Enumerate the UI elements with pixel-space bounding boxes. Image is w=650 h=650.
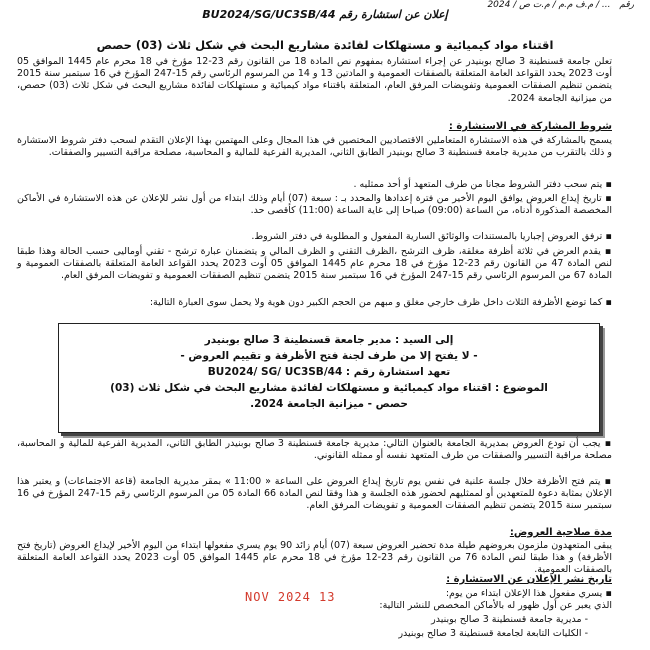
- envelope-subject-cont: حصص - ميزانية الجامعة 2024.: [250, 398, 408, 410]
- condition-bullet: ▪ يتم سحب دفتر الشروط مجانا من طرف المتعهد أو أحد ممثليه .: [17, 179, 612, 191]
- condition-bullet: ▪ كما توضع الأظرفة الثلاث داخل ظرف خارجي مغلق و مبهم من الحجم الكبير دون هوية ولا يحمل سوى العبارة التالية:: [17, 297, 612, 309]
- condition-bullet: ▪ ترفق العروض إجباريا بالمستندات والوثائق السارية المفعول و المطلوبة في دفتر الشروط.: [17, 231, 612, 243]
- intro-paragraph: تعلن جامعة قسنطينة 3 صالح بوبنيدر عن إجراء استشارة بمفهوم نص المادة 18 من القانون رقم 23-12 مؤرخ في 18 محرم عام 1445 الموافق 05 أوت 2023 يحدد القواعد العامة المتعلقة بالصفقات العمومية و المادتين 13 و 14 من المرسوم الرئاسي رقم 15-247 المؤرخ في 16 سبتمبر سنة 2015 يتضمن تنظيم الصفقات العمومية وتفويضات المرفق العام، المتعلقة باقتناء مواد كيميائية و مستهلكات لفائدة مشاريع البحث في شكل ثلاث (03) حصص، من ميزانية الجامعة 2024.: [17, 56, 612, 104]
- ref-label: رقم: [619, 0, 634, 10]
- conditions-text: يسمح بالمشاركة في هذه الاستشارة المتعاملين الاقتصاديين المختصين في هذا المجال وعلى المهتمين بهذا الإعلان التقدم لسحب دفتر شروط الاستشارة و ذلك بالتقرب من مديرية جامعة قسنطينة 3 صالح بوبنيدر الطابق الثاني، المديرية الفرعية للمالية و المحاسبة، مصلحة مراقبة التسيير والصفقات.: [17, 135, 612, 159]
- envelope-warning: - لا يفتح إلا من طرف لجنة فتح الأظرفة و تقييم العروض -: [180, 350, 478, 362]
- deposit-bullet: ▪ يجب أن تودع العروض بمديرية الجامعة بالعنوان التالي: مديرية جامعة قسنطينة 3 صالح بوبنيدر الطابق الثاني، المديرية الفرعية للمالية و المحاسبة، مصلحة مراقبة التسيير والصفقات من طرف المتعهد نفسه أو ممثله القانوني.: [17, 438, 612, 462]
- ref-value: ... / م.ف م.م / م.ت ص / 2024: [487, 0, 611, 10]
- publication-place: - مديرية جامعة قسنطينة 3 صالح بوبنيدر: [431, 614, 588, 625]
- outer-envelope-label: [58, 323, 600, 433]
- condition-bullet: ▪ تاريخ إيداع العروض يوافق اليوم الأخير من فترة إعدادها والمحدد بـ : سبعة (07) أيام وذلك ابتداء من أول نشر للإعلان عن هذه الاستشارة في الأماكن المخصصة المذكورة أدناه، من الساعة (09:00) صباحا إلى غاية الساعة (11:00) كأقصى حد.: [17, 193, 612, 217]
- announcement-objective: اقتناء مواد كيميائية و مستهلكات لفائدة مشاريع البحث في شكل ثلاث (03) حصص: [96, 38, 554, 52]
- envelope-subject: الموضوع : اقتناء مواد كيميائية و مستهلكات لفائدة مشاريع البحث في شكل ثلاث (03): [110, 382, 548, 394]
- date-stamp: 13 NOV 2024: [245, 590, 336, 604]
- announcement-title: إعلان عن استشارة رقم BU2024/SG/UC3SB/44: [202, 8, 448, 21]
- publication-place: - الكليات التابعة لجامعة قسنطينة 3 صالح بوبنيدر: [398, 628, 588, 639]
- publication-heading: تاريخ نشر الإعلان عن الاستشارة :: [446, 574, 612, 585]
- conditions-heading: شروط المشاركة في الاستشارة :: [448, 121, 612, 132]
- envelope-reference: تعهد استشارة رقم : BU2024/ SG/ UC3SB/44: [207, 366, 451, 378]
- publication-line: ▪ يسري مفعول هذا الإعلان ابتداء من يوم:: [446, 588, 612, 600]
- publication-line-tail: الذي يعبر عن أول ظهور له بالأماكن المخصص للنشر التالية:: [379, 600, 612, 611]
- envelope-recipient: إلى السيد : مدير جامعة قسنطينة 3 صالح بوبنيدر: [204, 334, 454, 346]
- validity-heading: مدة صلاحية العروض:: [509, 527, 612, 538]
- condition-bullet: ▪ يقدم العرض في ثلاثة أظرفة مغلقة، ظرف الترشح ،الظرف التقني و الظرف المالي و يتضمنان عبارة ترشح - تقني أوماليى حسب الحالة وهذا طبقا لنص المادة 47 من القانون رقم 23-12 مؤرخ في 18 محرم عام 1445 الموافق 05 أوت 2023 يحدد القواعد العامة المتعلقة بالصفقات العمومية و المادة 67 من المرسوم الرئاسي رقم 15-247 المؤرخ في 16 سبتمبر سنة 2015 يتضمن تنظيم الصفقات العمومية و تفويضات المرفق العام.: [17, 246, 612, 283]
- validity-text: يبقى المتعهدون ملزمون بعروضهم طيلة مدة تحضير العروض سبعة (07) أيام زائد 90 يوم يسري مفعولها ابتداء من اليوم الأخير لإيداع العروض (تاريخ فتح الأظرفة) و هذا طبقا لنص المادة 76 من القانون رقم 23-12 مؤرخ في 18 محرم عام 1445 الموافق 05 أوت 2023 يحدد القواعد العامة المتعلقة بالصفقات العمومية.: [17, 540, 613, 576]
- deposit-bullet: ▪ يتم فتح الأظرفة خلال جلسة علنية في نفس يوم تاريخ إيداع العروض على الساعة « 11:00 » بمقر مديرية الجامعة (قاعة الاجتماعات) و يعتبر هذا الإعلان بمثابة دعوة للمتعهدين أو لممثليهم لحضور هذه الجلسة و هذا وفقا لنص المادة 66 المادة 05 من المرسوم الرئاسي رقم 15-247 المؤرخ في 16 سبتمبر سنة 2015 يتضمن تنظيم الصفقات العمومية و تفويضات المرفق العام.: [17, 476, 612, 513]
